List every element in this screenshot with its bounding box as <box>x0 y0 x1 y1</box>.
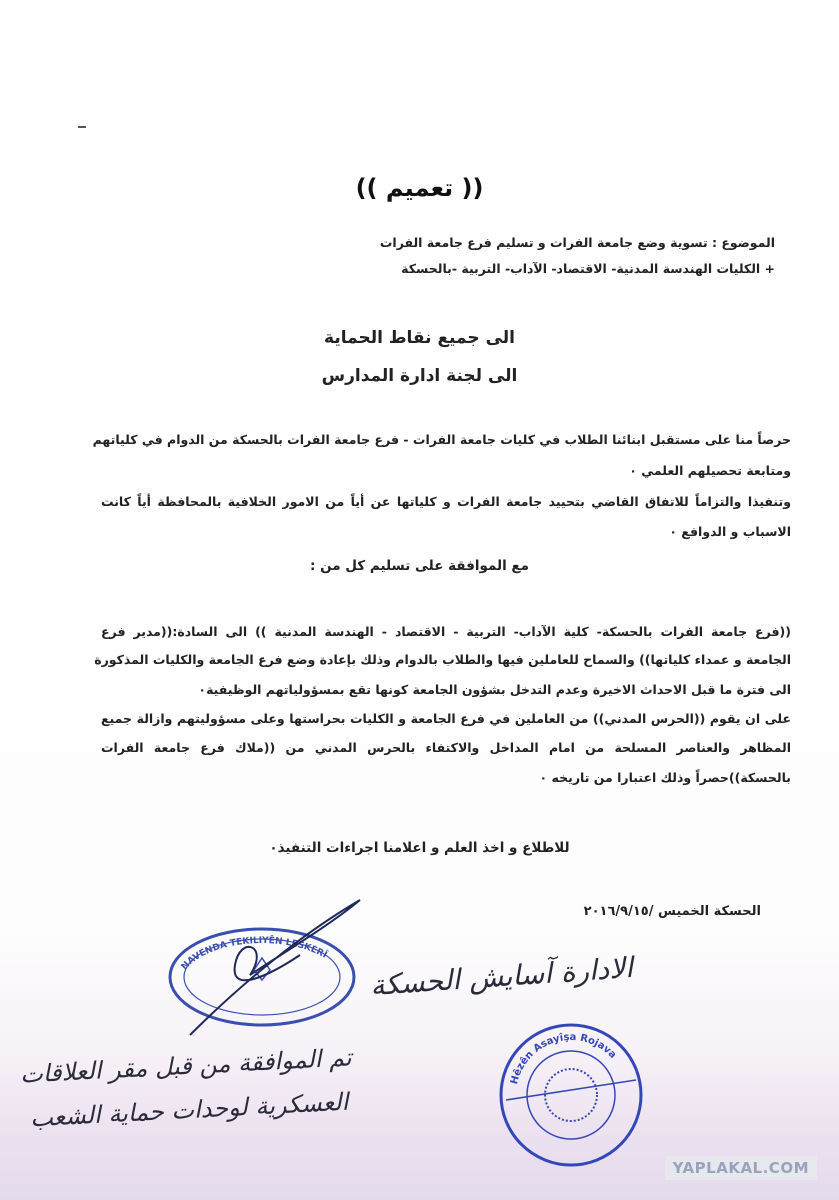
handwritten-note-line-2: العسكرية لوحدات حماية الشعب <box>29 1087 349 1133</box>
signature-text: الادارة آسايش الحسكة <box>369 950 634 1003</box>
scan-speck <box>78 126 86 128</box>
body-line: بالحسكة))حصراً وذلك اعتبارا من تاريخه ٠ <box>539 770 791 785</box>
svg-text:NAVENDA TEKILIYÊN LESKERÎ: NAVENDA TEKILIYÊN LESKERÎ <box>179 935 329 973</box>
closing-line: للاطلاع و اخذ العلم و اعلامنا اجراءات التنفيذ٠ <box>269 840 570 856</box>
asayish-stamp <box>496 1020 646 1170</box>
body-line: الاسباب و الدوافع ٠ <box>669 524 791 539</box>
body-line: المظاهر والعناصر المسلحة من امام المداخل والاكتفاء بالحرس المدني من ((ملاك فرع جامعة الفرات <box>101 740 791 755</box>
body-line: على ان يقوم ((الحرس المدني)) من العاملين في فرع الجامعة و الكليات بحراستها وعلى مسؤوليتهم وازالة جميع <box>101 711 791 726</box>
body-line: وتنفيذا والتزاماً للاتفاق القاضي بتحييد جامعة الفرات و كلياتها عن أياً من الامور الخلافية بالمحافظة أياً كانت <box>101 494 791 509</box>
approval-heading: مع الموافقة على تسليم كل من : <box>310 558 529 574</box>
document-title: (( تعميم )) <box>355 174 484 202</box>
recipient-1: الى جميع نقاط الحماية <box>324 328 515 348</box>
body-line: ومتابعة تحصيلهم العلمي ٠ <box>629 463 791 478</box>
body-line: حرصاً منا على مستقبل ابنائنا الطلاب في كليات جامعة الفرات - فرع جامعة الفرات بالحسكة من الدوام في كلياتهم <box>92 432 791 447</box>
subject-line-1: الموضوع : تسوية وضع جامعة الفرات و تسليم فرع جامعة الفرات <box>379 235 775 250</box>
recipient-2: الى لجنة ادارة المدارس <box>321 366 518 386</box>
date-line: الحسكة الخميس /٢٠١٦/٩/١٥ <box>583 904 761 919</box>
signature-scribble <box>180 895 380 1045</box>
body-line: ((فرع جامعة الفرات بالحسكة- كلية الآداب- التربية - الاقتصاد - الهندسة المدنية )) الى السادة:((مدير فرع <box>101 624 791 639</box>
body-line: الجامعة و عمداء كلياتها)) والسماح للعاملين فيها والطلاب بالدوام وذلك بإعادة وضع فرع الجامعة والكليات المذكورة <box>94 652 791 667</box>
body-line: الى فترة ما قبل الاحداث الاخيرة وعدم التدخل بشؤون الجامعة كونها تقع بمسؤولياتهم الوظيفية٠ <box>198 682 791 697</box>
svg-text:Hêzên Asayîşa Rojava: Hêzên Asayîşa Rojava <box>509 1031 619 1086</box>
handwritten-note-line-1: تم الموافقة من قبل مقر العلاقات <box>19 1043 353 1089</box>
watermark: YAPLAKAL.COM <box>665 1156 817 1180</box>
subject-line-2: + الكليات الهندسة المدنية- الاقتصاد- الآداب- التربية -بالحسكة <box>401 261 775 276</box>
